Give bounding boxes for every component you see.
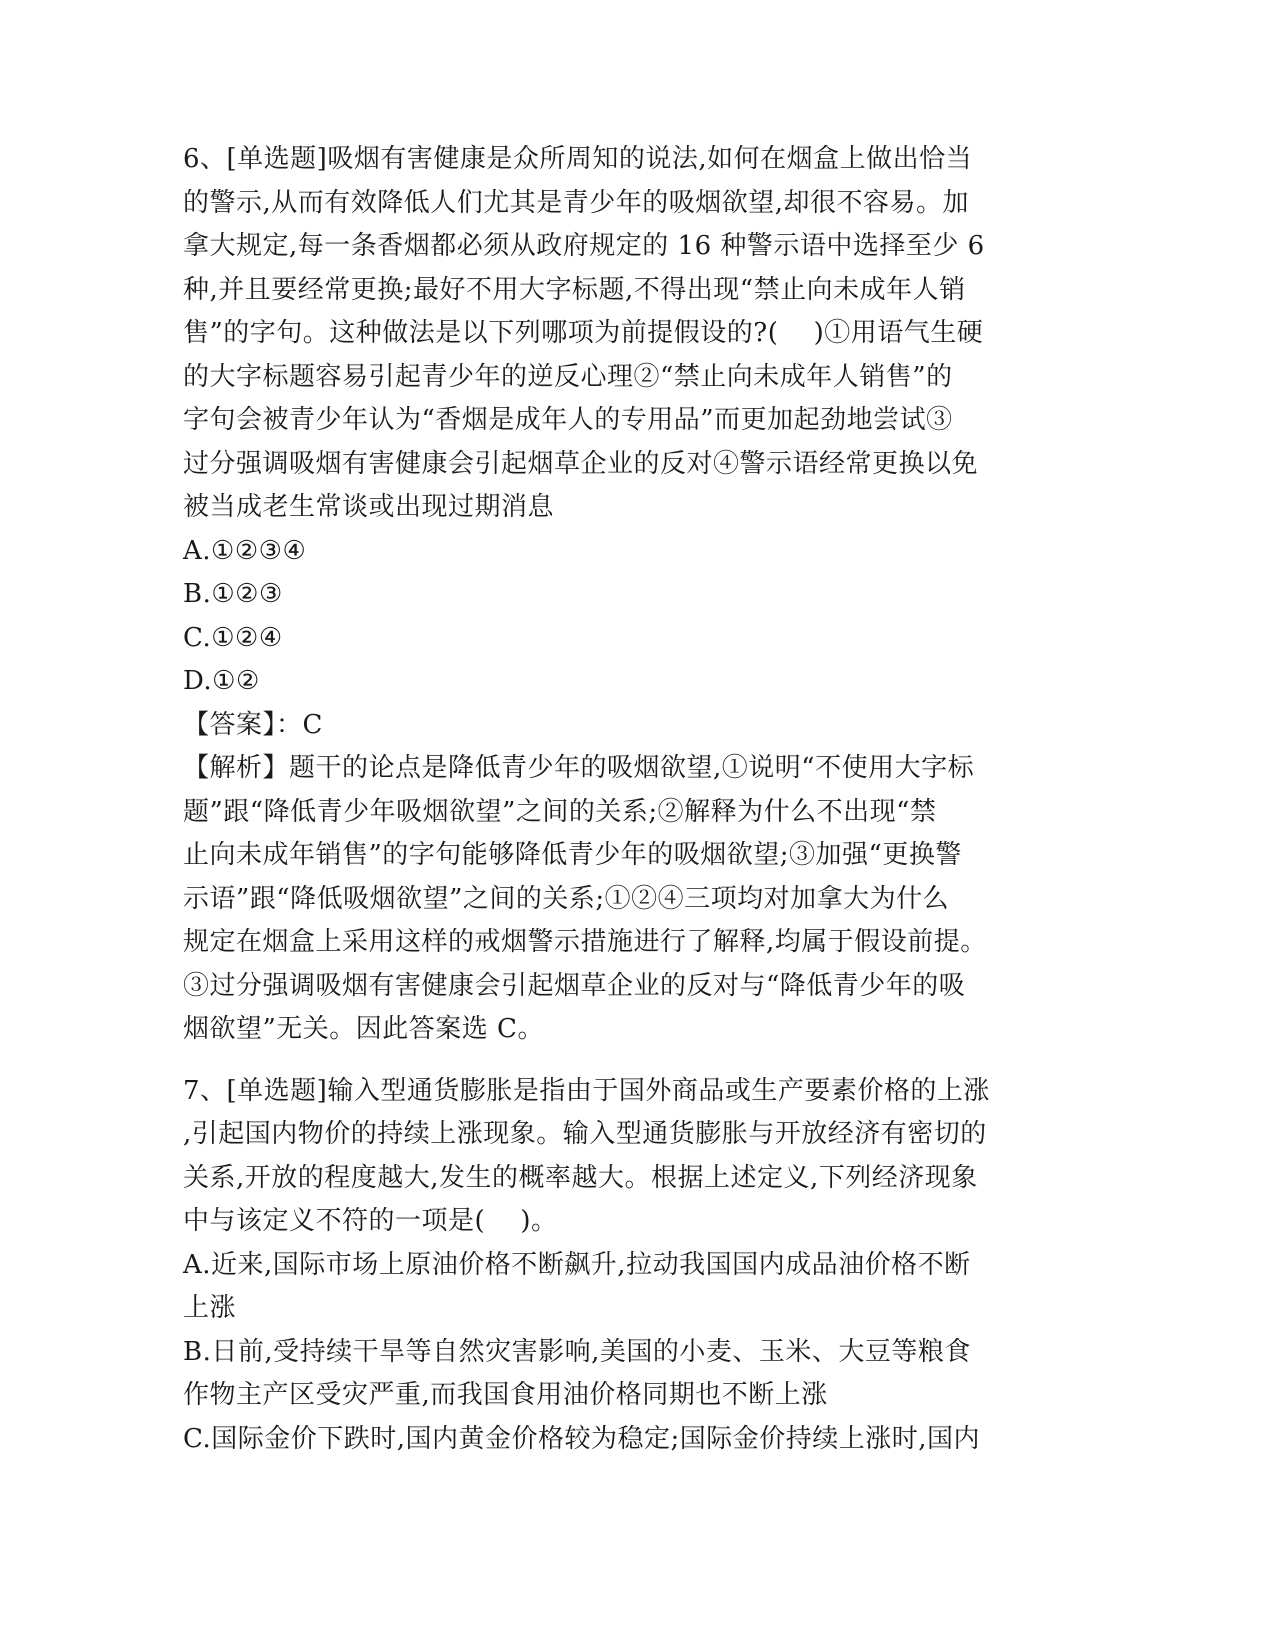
stem-line: 的大字标题容易引起青少年的逆反心理②“禁止向未成年人销售”的: [183, 361, 953, 392]
analysis-line: 示语”跟“降低吸烟欲望”之间的关系;①②④三项均对加拿大为什么: [183, 883, 950, 914]
stem-line: 被当成老生常谈或出现过期消息: [183, 492, 555, 522]
question-6: [183, 138, 1033, 1052]
stem-line: 字句会被青少年认为“香烟是成年人的专用品”而更加起劲地尝试③: [183, 405, 953, 435]
answer-value: ：C: [276, 709, 323, 740]
option-a: A.①②③④: [183, 535, 307, 566]
option-b: [183, 1331, 1033, 1418]
analysis-text: 题干的论点是降低青少年的吸烟欲望,①说明“不使用大字标: [289, 753, 975, 783]
analysis-line: 题”跟“降低青少年吸烟欲望”之间的关系;②解释为什么不出现“禁: [183, 796, 937, 827]
stem-line: 的警示,从而有效降低人们尤其是青少年的吸烟欲望,却很不容易。加: [183, 187, 970, 218]
option-b: B.①②③: [183, 579, 283, 609]
option-line: B.日前,受持续干旱等自然灾害影响,美国的小麦、玉米、大豆等粮食: [183, 1336, 971, 1367]
question-spacer: [183, 1052, 1033, 1070]
stem-line: 售”的字句。这种做法是以下列哪项为前提假设的?( )①用语气生硬: [183, 318, 984, 348]
question-6-stem: [183, 138, 1033, 530]
stem-line: 7、[单选题]输入型通货膨胀是指由于国外商品或生产要素价格的上涨: [183, 1075, 990, 1106]
analysis-line: ③过分强调吸烟有害健康会引起烟草企业的反对与“降低青少年的吸: [183, 970, 966, 1001]
stem-line: 种,并且要经常更换;最好不用大字标题,不得出现“禁止向未成年人销: [183, 274, 966, 305]
option-line: 上涨: [183, 1293, 237, 1323]
option-c: [183, 1418, 1033, 1462]
analysis-line: 烟欲望”无关。因此答案选 C。: [183, 1014, 544, 1044]
analysis-block: [183, 747, 1033, 1052]
option-line: C.国际金价下跌时,国内黄金价格较为稳定;国际金价持续上涨时,国内: [183, 1423, 981, 1454]
stem-line: 关系,开放的程度越大,发生的概率越大。根据上述定义,下列经济现象: [183, 1162, 978, 1193]
analysis-label: 【解析】: [183, 753, 290, 783]
option-a: [183, 1244, 1033, 1331]
analysis-line: 止向未成年销售”的字句能够降低青少年的吸烟欲望;③加强“更换警: [183, 840, 962, 870]
answer-line: [183, 704, 1033, 748]
stem-line: ,引起国内物价的持续上涨现象。输入型通货膨胀与开放经济有密切的: [183, 1119, 987, 1149]
question-7: [183, 1070, 1033, 1462]
option-line: A.近来,国际市场上原油价格不断飙升,拉动我国国内成品油价格不断: [183, 1249, 971, 1280]
stem-line: 中与该定义不符的一项是( )。: [183, 1206, 558, 1236]
option-line: 作物主产区受灾严重,而我国食用油价格同期也不断上涨: [183, 1380, 828, 1410]
stem-line: 6、[单选题]吸烟有害健康是众所周知的说法,如何在烟盒上做出恰当: [183, 144, 973, 174]
stem-line: 过分强调吸烟有害健康会引起烟草企业的反对④警示语经常更换以免: [183, 448, 979, 479]
document-page: [183, 138, 1033, 1461]
answer-label: 【答案】: [183, 709, 277, 740]
option-c: C.①②④: [183, 622, 283, 653]
question-7-stem: [183, 1070, 1033, 1244]
analysis-line: 规定在烟盒上采用这样的戒烟警示措施进行了解释,均属于假设前提。: [183, 927, 987, 957]
analysis-line: [183, 747, 1033, 791]
option-d: D.①②: [183, 666, 260, 696]
stem-line: 拿大规定,每一条香烟都必须从政府规定的 16 种警示语中选择至少 6: [183, 231, 985, 261]
